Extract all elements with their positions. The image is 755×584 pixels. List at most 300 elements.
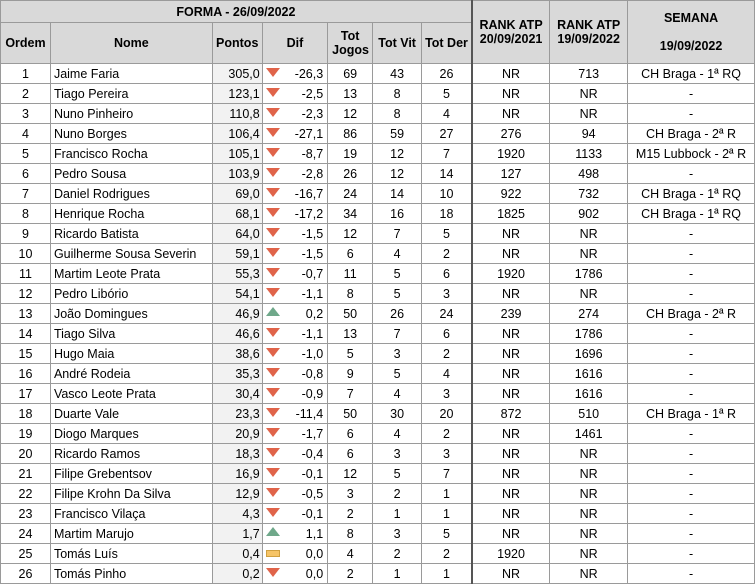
trend-up-icon <box>266 527 280 536</box>
dif-value: -1,1 <box>301 286 324 301</box>
trend-down-icon <box>266 268 280 277</box>
ordem-cell: 18 <box>1 404 51 424</box>
dif-cell <box>262 284 327 304</box>
dif-cell <box>262 444 327 464</box>
table-row <box>1 144 755 164</box>
semana-cell: - <box>628 224 755 244</box>
forma-table-body <box>1 64 755 584</box>
dif-cell <box>262 304 327 324</box>
rank-atp-2022-cell: 1616 <box>550 384 628 404</box>
dif-value: -1,5 <box>301 246 324 261</box>
table-row <box>1 284 755 304</box>
table-row <box>1 164 755 184</box>
rank-atp-2022-cell: NR <box>550 564 628 584</box>
pontos-cell: 23,3 <box>212 404 262 424</box>
ordem-cell: 1 <box>1 64 51 84</box>
table-row <box>1 104 755 124</box>
table-row <box>1 544 755 564</box>
trend-down-icon <box>266 568 280 577</box>
rank-atp-2022-cell: 732 <box>550 184 628 204</box>
semana-cell: - <box>628 284 755 304</box>
trend-down-icon <box>266 168 280 177</box>
dif-cell <box>262 484 327 504</box>
dif-cell <box>262 344 327 364</box>
dif-value: -0,1 <box>301 466 324 481</box>
ordem-cell: 4 <box>1 124 51 144</box>
nome-cell: Guilherme Sousa Severin <box>50 244 212 264</box>
semana-cell: - <box>628 524 755 544</box>
nome-cell: Martim Leote Prata <box>50 264 212 284</box>
tot-vit-cell: 7 <box>373 224 422 244</box>
tot-der-cell: 20 <box>422 404 472 424</box>
ordem-cell: 11 <box>1 264 51 284</box>
nome-cell: Hugo Maia <box>50 344 212 364</box>
rank-atp-2021-cell: 1920 <box>472 144 550 164</box>
tot-der-cell: 5 <box>422 84 472 104</box>
rank-atp-2021-cell: NR <box>472 324 550 344</box>
trend-up-icon <box>266 307 280 316</box>
pontos-cell: 305,0 <box>212 64 262 84</box>
dif-value: -0,5 <box>301 486 324 501</box>
rank-atp-2021-cell: 276 <box>472 124 550 144</box>
tot-der-cell: 7 <box>422 464 472 484</box>
ordem-cell: 2 <box>1 84 51 104</box>
nome-header: Nome <box>50 23 212 64</box>
ordem-cell: 16 <box>1 364 51 384</box>
tot-vit-cell: 2 <box>373 544 422 564</box>
ordem-cell: 8 <box>1 204 51 224</box>
table-row <box>1 464 755 484</box>
semana-cell: CH Braga - 2ª R <box>628 124 755 144</box>
trend-down-icon <box>266 88 280 97</box>
tot-vit-cell: 26 <box>373 304 422 324</box>
table-row <box>1 404 755 424</box>
nome-cell: Henrique Rocha <box>50 204 212 224</box>
rank-atp-2022-cell: 1133 <box>550 144 628 164</box>
trend-down-icon <box>266 288 280 297</box>
rank-atp-2021-cell: NR <box>472 84 550 104</box>
rank-atp-2021-cell: NR <box>472 364 550 384</box>
pontos-cell: 30,4 <box>212 384 262 404</box>
table-row <box>1 384 755 404</box>
tot-jogos-cell: 4 <box>328 544 373 564</box>
tot-vit-cell: 7 <box>373 324 422 344</box>
table-row <box>1 504 755 524</box>
table-row <box>1 184 755 204</box>
rank-atp-2022-cell: 510 <box>550 404 628 424</box>
ordem-cell: 23 <box>1 504 51 524</box>
tot-der-cell: 18 <box>422 204 472 224</box>
nome-cell: Tomás Pinho <box>50 564 212 584</box>
rank-atp-2021-cell: 239 <box>472 304 550 324</box>
rank-atp-2021-cell: NR <box>472 64 550 84</box>
tot-vit-cell: 8 <box>373 104 422 124</box>
pontos-cell: 12,9 <box>212 484 262 504</box>
table-row <box>1 564 755 584</box>
dif-value: -2,5 <box>301 86 324 101</box>
nome-cell: Nuno Borges <box>50 124 212 144</box>
ordem-cell: 22 <box>1 484 51 504</box>
rank-atp-2021-cell: NR <box>472 484 550 504</box>
dif-cell <box>262 144 327 164</box>
trend-down-icon <box>266 448 280 457</box>
dif-value: 0,2 <box>305 306 324 321</box>
semana-cell: CH Braga - 1ª RQ <box>628 64 755 84</box>
rank-atp-2021-header: RANK ATP 20/09/2021 <box>472 1 550 64</box>
ordem-cell: 15 <box>1 344 51 364</box>
pontos-cell: 4,3 <box>212 504 262 524</box>
pontos-cell: 0,2 <box>212 564 262 584</box>
semana-cell: - <box>628 564 755 584</box>
dif-cell <box>262 124 327 144</box>
ordem-cell: 5 <box>1 144 51 164</box>
dif-header: Dif <box>262 23 327 64</box>
rank-atp-2021-cell: NR <box>472 224 550 244</box>
rank-atp-2021-cell: NR <box>472 284 550 304</box>
tot-vit-cell: 3 <box>373 444 422 464</box>
ordem-cell: 19 <box>1 424 51 444</box>
pontos-cell: 103,9 <box>212 164 262 184</box>
trend-down-icon <box>266 208 280 217</box>
dif-cell <box>262 524 327 544</box>
tot-vit-cell: 12 <box>373 164 422 184</box>
semana-cell: - <box>628 544 755 564</box>
ordem-header: Ordem <box>1 23 51 64</box>
table-row <box>1 204 755 224</box>
tot-jogos-cell: 69 <box>328 64 373 84</box>
rank-atp-2021-cell: NR <box>472 464 550 484</box>
tot-jogos-cell: 2 <box>328 504 373 524</box>
rank-atp-2022-cell: NR <box>550 224 628 244</box>
table-row <box>1 264 755 284</box>
trend-down-icon <box>266 388 280 397</box>
trend-down-icon <box>266 428 280 437</box>
tot-der-cell: 2 <box>422 424 472 444</box>
dif-value: -1,5 <box>301 226 324 241</box>
ordem-cell: 3 <box>1 104 51 124</box>
rank-atp-2022-cell: NR <box>550 484 628 504</box>
tot-der-cell: 3 <box>422 444 472 464</box>
tot-jogos-header: Tot Jogos <box>328 23 373 64</box>
tot-der-cell: 4 <box>422 364 472 384</box>
nome-cell: Pedro Sousa <box>50 164 212 184</box>
nome-cell: Duarte Vale <box>50 404 212 424</box>
rank-atp-2021-cell: NR <box>472 504 550 524</box>
trend-down-icon <box>266 108 280 117</box>
rank-atp-2021-cell: NR <box>472 444 550 464</box>
dif-value: 1,1 <box>305 526 324 541</box>
ordem-cell: 10 <box>1 244 51 264</box>
nome-cell: Jaime Faria <box>50 64 212 84</box>
trend-down-icon <box>266 248 280 257</box>
dif-cell <box>262 364 327 384</box>
dif-cell <box>262 504 327 524</box>
dif-cell <box>262 184 327 204</box>
pontos-header: Pontos <box>212 23 262 64</box>
forma-title: FORMA - 26/09/2022 <box>1 1 472 23</box>
nome-cell: André Rodeia <box>50 364 212 384</box>
table-row <box>1 344 755 364</box>
nome-cell: Tiago Pereira <box>50 84 212 104</box>
trend-down-icon <box>266 408 280 417</box>
rank-atp-2021-cell: 127 <box>472 164 550 184</box>
tot-der-cell: 5 <box>422 224 472 244</box>
tot-vit-cell: 14 <box>373 184 422 204</box>
pontos-cell: 46,9 <box>212 304 262 324</box>
ordem-cell: 17 <box>1 384 51 404</box>
dif-cell <box>262 244 327 264</box>
tot-vit-cell: 5 <box>373 364 422 384</box>
pontos-cell: 18,3 <box>212 444 262 464</box>
pontos-cell: 54,1 <box>212 284 262 304</box>
pontos-cell: 110,8 <box>212 104 262 124</box>
tot-jogos-cell: 12 <box>328 104 373 124</box>
rank-atp-2022-cell: 1461 <box>550 424 628 444</box>
trend-down-icon <box>266 128 280 137</box>
rank-atp-2021-cell: 922 <box>472 184 550 204</box>
tot-vit-cell: 16 <box>373 204 422 224</box>
nome-cell: Vasco Leote Prata <box>50 384 212 404</box>
tot-vit-cell: 3 <box>373 344 422 364</box>
pontos-cell: 16,9 <box>212 464 262 484</box>
tot-jogos-cell: 6 <box>328 444 373 464</box>
dif-cell <box>262 204 327 224</box>
tot-vit-cell: 30 <box>373 404 422 424</box>
table-row <box>1 424 755 444</box>
tot-der-cell: 1 <box>422 564 472 584</box>
trend-down-icon <box>266 68 280 77</box>
rank-atp-2022-cell: 1786 <box>550 264 628 284</box>
tot-vit-cell: 59 <box>373 124 422 144</box>
tot-der-cell: 6 <box>422 264 472 284</box>
trend-down-icon <box>266 488 280 497</box>
nome-cell: Tiago Silva <box>50 324 212 344</box>
semana-cell: - <box>628 444 755 464</box>
semana-cell: - <box>628 344 755 364</box>
rank-atp-2022-cell: NR <box>550 104 628 124</box>
tot-vit-cell: 4 <box>373 244 422 264</box>
dif-value: -0,9 <box>301 386 324 401</box>
rank-atp-2022-cell: 713 <box>550 64 628 84</box>
dif-value: -2,3 <box>301 106 324 121</box>
tot-jogos-cell: 26 <box>328 164 373 184</box>
rank-atp-2022-cell: 902 <box>550 204 628 224</box>
dif-value: 0,0 <box>305 566 324 581</box>
tot-vit-cell: 4 <box>373 424 422 444</box>
table-row <box>1 444 755 464</box>
dif-value: -1,7 <box>301 426 324 441</box>
table-row <box>1 364 755 384</box>
pontos-cell: 105,1 <box>212 144 262 164</box>
table-row <box>1 224 755 244</box>
tot-vit-cell: 3 <box>373 524 422 544</box>
tot-jogos-cell: 34 <box>328 204 373 224</box>
dif-cell <box>262 544 327 564</box>
dif-value: -26,3 <box>294 66 324 81</box>
nome-cell: Diogo Marques <box>50 424 212 444</box>
tot-jogos-cell: 6 <box>328 244 373 264</box>
semana-cell: CH Braga - 1ª RQ <box>628 184 755 204</box>
tot-der-cell: 1 <box>422 504 472 524</box>
tot-jogos-cell: 3 <box>328 484 373 504</box>
pontos-cell: 20,9 <box>212 424 262 444</box>
trend-down-icon <box>266 468 280 477</box>
rank-atp-2021-cell: NR <box>472 424 550 444</box>
pontos-cell: 106,4 <box>212 124 262 144</box>
ordem-cell: 13 <box>1 304 51 324</box>
rank-atp-2022-cell: NR <box>550 444 628 464</box>
pontos-cell: 59,1 <box>212 244 262 264</box>
trend-down-icon <box>266 228 280 237</box>
nome-cell: Martim Marujo <box>50 524 212 544</box>
rank-atp-2021-cell: 1920 <box>472 264 550 284</box>
tot-der-cell: 2 <box>422 344 472 364</box>
semana-cell: - <box>628 504 755 524</box>
rank-atp-2022-cell: NR <box>550 84 628 104</box>
tot-jogos-cell: 24 <box>328 184 373 204</box>
rank-atp-2021-cell: NR <box>472 564 550 584</box>
tot-der-header: Tot Der <box>422 23 472 64</box>
pontos-cell: 0,4 <box>212 544 262 564</box>
tot-der-cell: 7 <box>422 144 472 164</box>
tot-der-cell: 3 <box>422 284 472 304</box>
semana-cell: CH Braga - 1ª RQ <box>628 204 755 224</box>
tot-der-cell: 10 <box>422 184 472 204</box>
nome-cell: Francisco Vilaça <box>50 504 212 524</box>
ordem-cell: 14 <box>1 324 51 344</box>
semana-cell: M15 Lubbock - 2ª R <box>628 144 755 164</box>
pontos-cell: 35,3 <box>212 364 262 384</box>
tot-jogos-cell: 12 <box>328 464 373 484</box>
nome-cell: João Domingues <box>50 304 212 324</box>
dif-cell <box>262 564 327 584</box>
tot-vit-header: Tot Vit <box>373 23 422 64</box>
tot-der-cell: 5 <box>422 524 472 544</box>
table-row <box>1 84 755 104</box>
semana-cell: CH Braga - 2ª R <box>628 304 755 324</box>
tot-jogos-cell: 9 <box>328 364 373 384</box>
trend-down-icon <box>266 148 280 157</box>
tot-jogos-cell: 5 <box>328 344 373 364</box>
nome-cell: Francisco Rocha <box>50 144 212 164</box>
table-row <box>1 64 755 84</box>
semana-cell: - <box>628 364 755 384</box>
table-row <box>1 244 755 264</box>
tot-jogos-cell: 50 <box>328 304 373 324</box>
tot-jogos-cell: 13 <box>328 84 373 104</box>
pontos-cell: 46,6 <box>212 324 262 344</box>
dif-value: -17,2 <box>294 206 324 221</box>
tot-der-cell: 2 <box>422 544 472 564</box>
rank-atp-2021-cell: NR <box>472 104 550 124</box>
rank-atp-2022-cell: NR <box>550 244 628 264</box>
semana-cell: - <box>628 104 755 124</box>
table-row <box>1 304 755 324</box>
table-row <box>1 524 755 544</box>
dif-cell <box>262 464 327 484</box>
rank-atp-2022-cell: 1786 <box>550 324 628 344</box>
rank-atp-2022-cell: 274 <box>550 304 628 324</box>
tot-vit-cell: 5 <box>373 284 422 304</box>
rank-atp-2022-cell: NR <box>550 504 628 524</box>
pontos-cell: 69,0 <box>212 184 262 204</box>
trend-down-icon <box>266 368 280 377</box>
dif-cell <box>262 164 327 184</box>
dif-value: -0,8 <box>301 366 324 381</box>
rank-atp-2021-cell: NR <box>472 244 550 264</box>
tot-vit-cell: 5 <box>373 264 422 284</box>
tot-jogos-cell: 11 <box>328 264 373 284</box>
ordem-cell: 25 <box>1 544 51 564</box>
rank-atp-2021-cell: 872 <box>472 404 550 424</box>
nome-cell: Filipe Grebentsov <box>50 464 212 484</box>
semana-cell: - <box>628 84 755 104</box>
dif-value: -16,7 <box>294 186 324 201</box>
tot-der-cell: 4 <box>422 104 472 124</box>
rank-atp-2021-cell: NR <box>472 344 550 364</box>
tot-vit-cell: 4 <box>373 384 422 404</box>
rank-atp-2021-cell: NR <box>472 524 550 544</box>
dif-value: -11,4 <box>295 406 324 421</box>
semana-cell: - <box>628 264 755 284</box>
tot-der-cell: 1 <box>422 484 472 504</box>
tot-jogos-cell: 19 <box>328 144 373 164</box>
semana-cell: - <box>628 424 755 444</box>
rank-atp-2022-cell: 94 <box>550 124 628 144</box>
ordem-cell: 6 <box>1 164 51 184</box>
dif-cell <box>262 224 327 244</box>
dif-value: -1,1 <box>301 326 324 341</box>
dif-value: -1,0 <box>301 346 324 361</box>
dif-cell <box>262 104 327 124</box>
rank-atp-2021-cell: NR <box>472 384 550 404</box>
dif-value: -0,1 <box>301 506 324 521</box>
dif-cell <box>262 404 327 424</box>
dif-value: -0,4 <box>301 446 324 461</box>
tot-der-cell: 27 <box>422 124 472 144</box>
ordem-cell: 20 <box>1 444 51 464</box>
semana-cell: - <box>628 324 755 344</box>
dif-cell <box>262 64 327 84</box>
tot-vit-cell: 1 <box>373 504 422 524</box>
nome-cell: Ricardo Ramos <box>50 444 212 464</box>
nome-cell: Daniel Rodrigues <box>50 184 212 204</box>
tot-jogos-cell: 2 <box>328 564 373 584</box>
tot-jogos-cell: 86 <box>328 124 373 144</box>
tot-jogos-cell: 12 <box>328 224 373 244</box>
rank-atp-2022-cell: NR <box>550 284 628 304</box>
tot-vit-cell: 12 <box>373 144 422 164</box>
tot-der-cell: 6 <box>422 324 472 344</box>
pontos-cell: 38,6 <box>212 344 262 364</box>
dif-value: -8,7 <box>301 146 324 161</box>
tot-jogos-cell: 50 <box>328 404 373 424</box>
rank-atp-2022-cell: 498 <box>550 164 628 184</box>
dif-value: -2,8 <box>301 166 324 181</box>
dif-cell <box>262 384 327 404</box>
semana-cell: - <box>628 244 755 264</box>
trend-down-icon <box>266 508 280 517</box>
nome-cell: Filipe Krohn Da Silva <box>50 484 212 504</box>
rank-atp-2022-cell: NR <box>550 524 628 544</box>
tot-der-cell: 3 <box>422 384 472 404</box>
rank-atp-2022-cell: 1696 <box>550 344 628 364</box>
tot-vit-cell: 8 <box>373 84 422 104</box>
tot-der-cell: 2 <box>422 244 472 264</box>
trend-down-icon <box>266 348 280 357</box>
tot-vit-cell: 5 <box>373 464 422 484</box>
tot-jogos-cell: 8 <box>328 284 373 304</box>
